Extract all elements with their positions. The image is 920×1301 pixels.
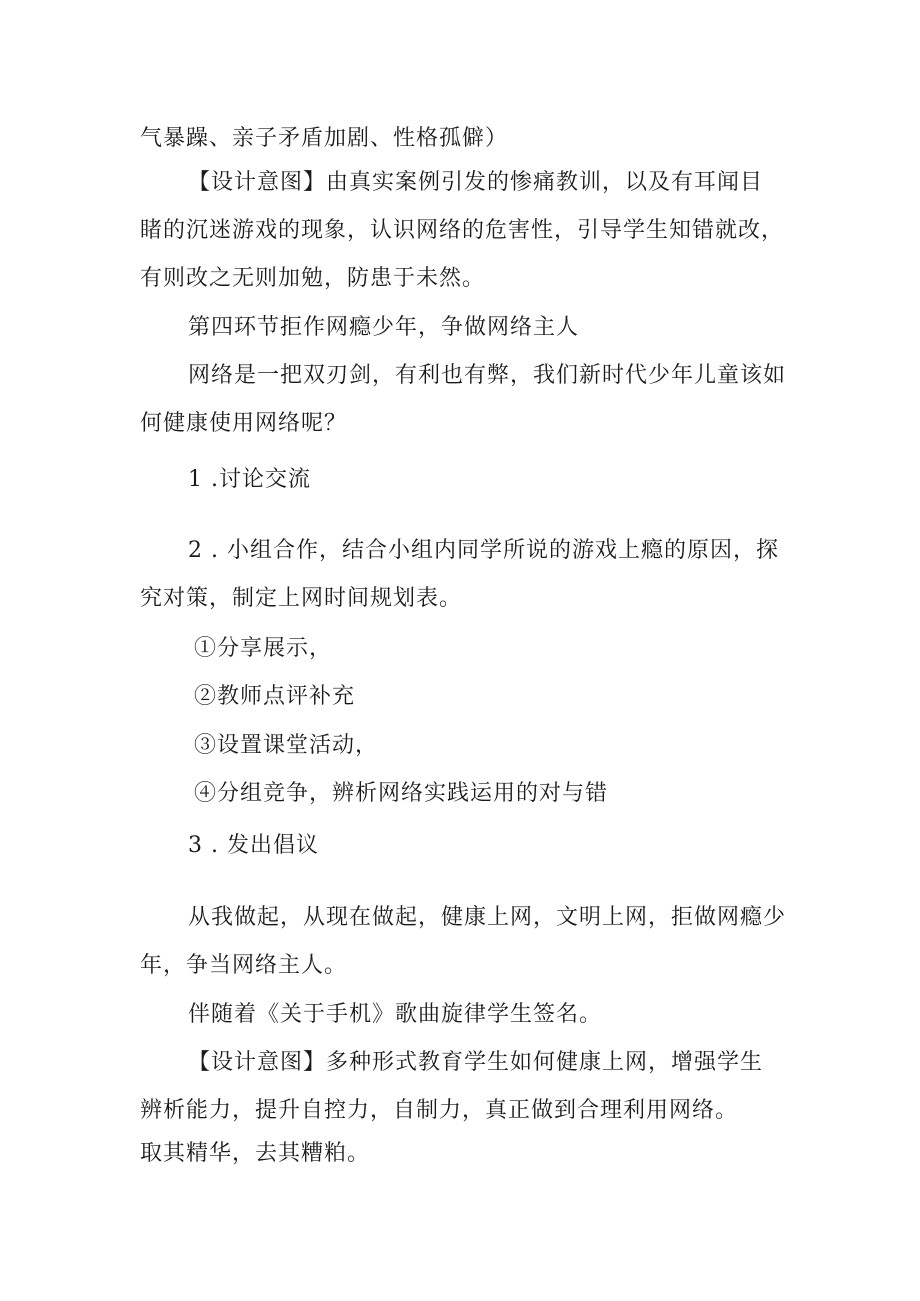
paragraph-line: 从我做起，从现在做起，健康上网，文明上网，拒做网瘾少 [188,905,787,930]
paragraph-line: 何健康使用网络呢？ [140,411,348,436]
paragraph-line: 睹的沉迷游戏的现象，认识网络的危害性，引导学生知错就改， [140,218,785,243]
design-intent-line: 【设计意图】多种形式教育学生如何健康上网，增强学生 [188,1050,764,1075]
design-intent-line: 【设计意图】由真实案例引发的惨痛教训，以及有耳闻目 [188,170,764,195]
paragraph-line: 伴随着《关于手机》歌曲旋律学生签名。 [188,1002,603,1027]
list-item: ①分享展示， [194,636,333,661]
paragraph-line: 气暴躁、亲子矛盾加剧、性格孤僻） [140,126,509,151]
list-item: ②教师点评补充 [194,684,356,709]
list-item: ③设置课堂活动， [194,733,379,758]
paragraph-line: 取其精华，去其糟粕。 [140,1141,371,1166]
numbered-item: 3 . 发出倡议 [188,833,319,858]
numbered-item: 2 . 小组合作，结合小组内同学所说的游戏上瘾的原因，探 [188,538,779,563]
section-heading: 第四环节拒作网瘾少年，争做网络主人 [188,315,580,340]
paragraph-line: 年，争当网络主人。 [140,953,348,978]
numbered-item: 1 .讨论交流 [188,467,311,492]
list-item: ④分组竞争，辨析网络实践运用的对与错 [194,781,609,806]
paragraph-line: 有则改之无则加勉，防患于未然。 [140,266,486,291]
paragraph-line: 究对策，制定上网时间规划表。 [140,586,463,611]
paragraph-line: 辨析能力，提升自控力，自制力，真正做到合理利用网络。 [140,1098,739,1123]
paragraph-line: 网络是一把双刃剑，有利也有弊，我们新时代少年儿童该如 [188,363,787,388]
